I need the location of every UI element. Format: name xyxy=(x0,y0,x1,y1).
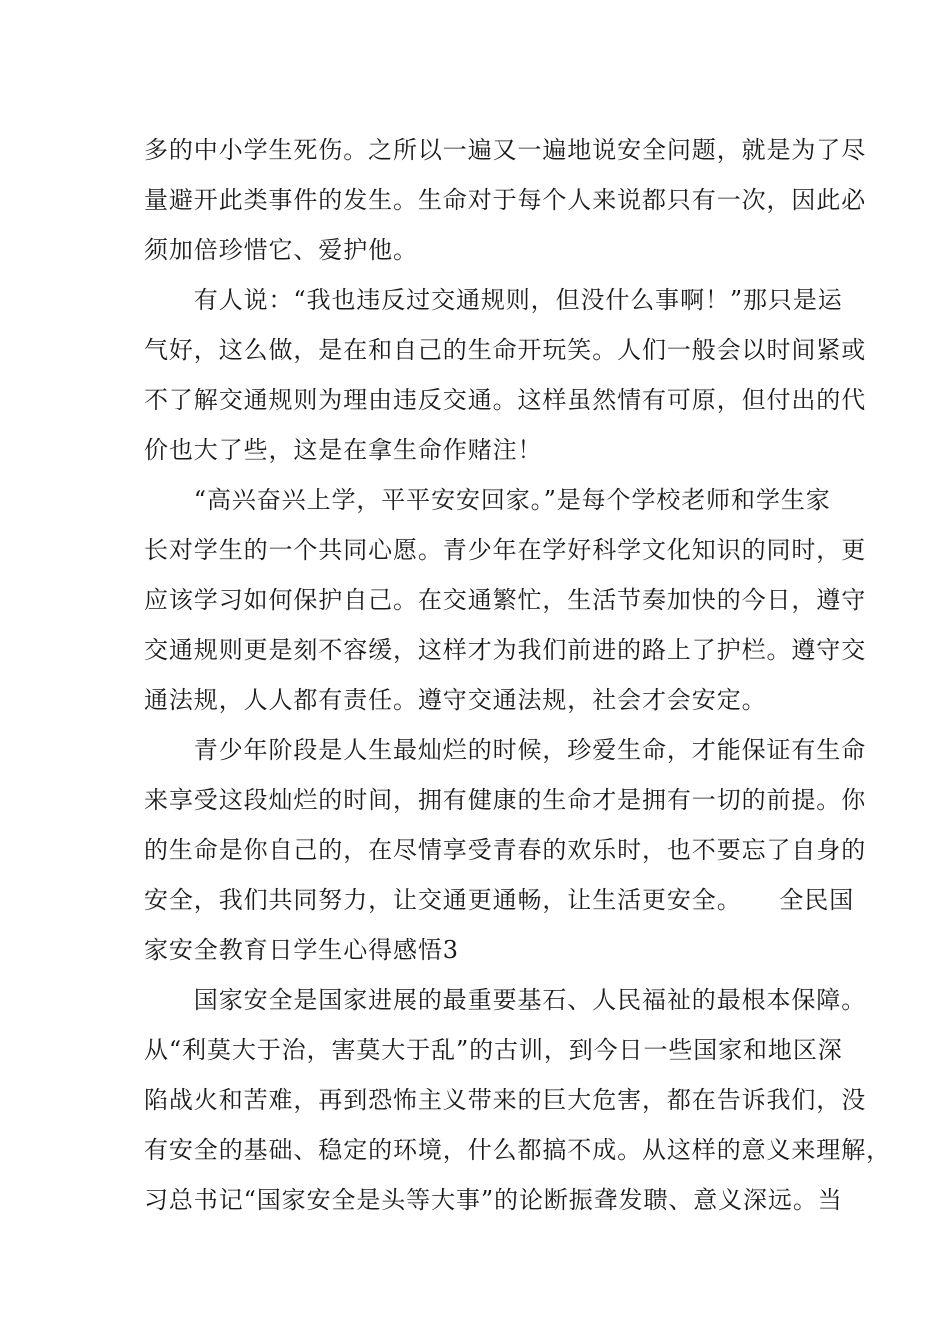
text-line: 量避开此类事件的发生。生命对于每个人来说都只有一次，因此必 xyxy=(144,186,867,214)
text-line: “高兴奋兴上学，平平安安回家。”是每个学校老师和学生家 xyxy=(144,486,831,514)
text-line: 通法规，人人都有责任。遵守交通法规，社会才会安定。 xyxy=(144,686,767,714)
text-line: 陷战火和苦难，再到恐怖主义带来的巨大危害，都在告诉我们，没 xyxy=(144,1086,867,1114)
text-line: 有人说：“我也违反过交通规则，但没什么事啊！”那只是运 xyxy=(144,286,843,314)
text-line: 有安全的基础、稳定的环境，什么都搞不成。从这样的意义来理解， xyxy=(144,1136,891,1164)
section-heading-line: 家安全教育日学生心得感悟3 xyxy=(144,936,459,964)
text-line: 来享受这段灿烂的时间，拥有健康的生命才是拥有一切的前提。你 xyxy=(144,786,867,814)
text-line: 习总书记“国家安全是头等大事”的论断振聋发聩、意义深远。当 xyxy=(144,1186,843,1214)
text-line: 从“利莫大于治，害莫大于乱”的古训，到今日一些国家和地区深 xyxy=(144,1036,843,1064)
text-line: 国家安全是国家进展的最重要基石、人民福祉的最根本保障。 xyxy=(144,986,867,1014)
text-line: 青少年阶段是人生最灿烂的时候，珍爱生命，才能保证有生命 xyxy=(144,736,867,764)
text-line: 的生命是你自己的，在尽情享受青春的欢乐时，也不要忘了自身的 xyxy=(144,836,867,864)
text-line: 气好，这么做，是在和自己的生命开玩笑。人们一般会以时间紧或 xyxy=(144,336,867,364)
text-line: 长对学生的一个共同心愿。青少年在学好科学文化知识的同时，更 xyxy=(144,536,867,564)
text-line: 须加倍珍惜它、爱护他。 xyxy=(144,236,418,264)
text-line: 交通规则更是刻不容缓，这样才为我们前进的路上了护栏。遵守交 xyxy=(144,636,867,664)
text-line: 不了解交通规则为理由违反交通。这样虽然情有可原，但付出的代 xyxy=(144,386,867,414)
text-line: 价也大了些，这是在拿生命作赌注！ xyxy=(144,436,543,464)
text-line: 应该学习如何保护自己。在交通繁忙，生活节奏加快的今日，遵守 xyxy=(144,586,867,614)
text-line: 安全，我们共同努力，让交通更通畅，让生活更安全。 全民国 xyxy=(144,886,855,914)
text-line: 多的中小学生死伤。之所以一遍又一遍地说安全问题，就是为了尽 xyxy=(144,136,867,164)
